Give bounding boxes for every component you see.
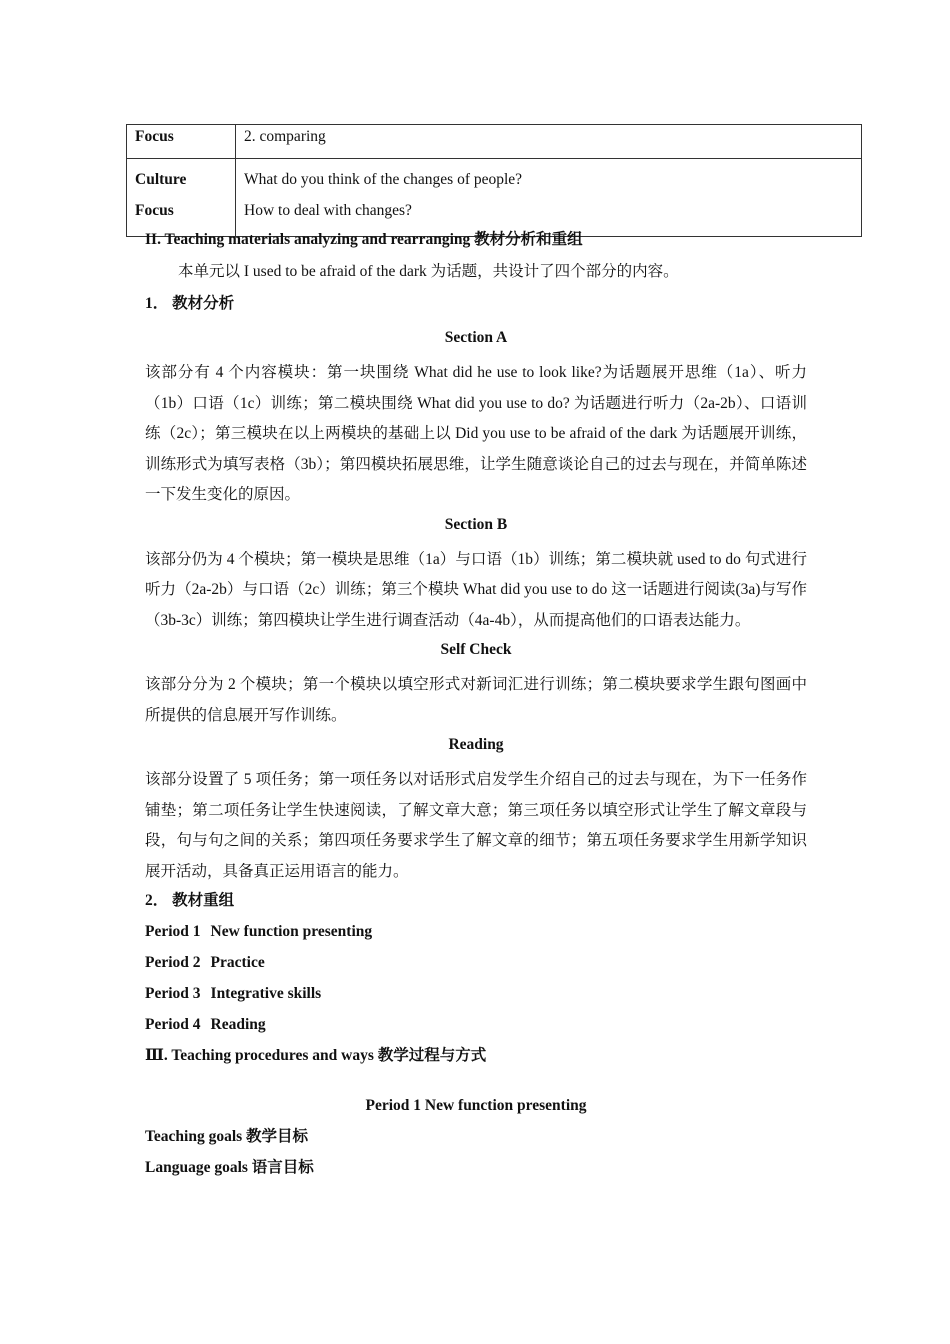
document-body: [145, 228, 807, 1187]
period-item: Period 1 New function presenting: [145, 923, 373, 940]
table-label-culture-focus: Culture Focus: [127, 159, 236, 237]
teaching-goals-heading: Teaching goals 教学目标: [145, 1128, 309, 1145]
language-goals-heading: Language goals 语言目标: [145, 1159, 314, 1176]
table-row: [127, 159, 862, 237]
self-check-text: 该部分分为 2 个模块；第一个模块以填空形式对新词汇进行训练；第二模块要求学生跟句图画中所提供的信息展开写作训练。: [145, 676, 807, 724]
section-a-title: Section A: [444, 329, 508, 346]
period-item: Period 2 Practice: [145, 954, 265, 971]
regroup-heading: 2． 教材重组: [145, 892, 235, 909]
reading-title: Reading: [448, 736, 504, 753]
analysis-heading: 1． 教材分析: [145, 295, 235, 312]
section-heading-procedures: Ⅲ. Teaching procedures and ways 教学过程与方式: [145, 1047, 487, 1064]
period-item: Period 3 Integrative skills: [145, 985, 322, 1002]
section-b-text: 该部分仍为 4 个模块；第一模块是思维（1a）与口语（1b）训练；第二模块就 used to do 句式进行听力（2a-2b）与口语（2c）训练；第三个模块 What did you use to do 这一话题进行阅读(3a)与写作（3b-3c）训练；第四模块让学生进行调查活动（4a-4b），从而提高他们的口语表达能力。: [145, 550, 807, 629]
table-value-focus: 2. comparing: [236, 125, 862, 159]
period-item: Period 4 Reading: [145, 1016, 266, 1033]
table-label-focus: Focus: [127, 125, 236, 159]
section-a-text: 该部分有 4 个内容模块：第一块围绕 What did he use to look like?为话题展开思维（1a）、听力（1b）口语（1c）训练；第二模块围绕 What did you use to do? 为话题进行听力（2a-2b）、口语训练（2c）；第三模块在以上两模块的基础上以 Did you use to be afraid of the dark 为话题展开训练，训练形式为填写表格（3b）；第四模块拓展思维，让学生随意谈论自己的过去与现在，并简单陈述一下发生变化的原因。: [145, 364, 807, 503]
self-check-title: Self Check: [440, 641, 512, 658]
reading-text: 该部分设置了 5 项任务；第一项任务以对话形式启发学生介绍自己的过去与现在，为下一任务作铺垫；第二项任务让学生快速阅读，了解文章大意；第三项任务以填空形式让学生了解文章段与段，句与句之间的关系；第四项任务要求学生了解文章的细节；第五项任务要求学生用新学知识展开活动，具备真正运用语言的能力。: [145, 771, 807, 880]
period-title: Period 1 New function presenting: [365, 1097, 587, 1114]
focus-table: [126, 124, 862, 237]
table-row: [127, 125, 862, 159]
section-heading-materials: II. Teaching materials analyzing and rearranging 教材分析和重组: [145, 231, 583, 248]
table-value-culture-focus: What do you think of the changes of people? How to deal with changes?: [236, 159, 862, 237]
section-b-title: Section B: [444, 515, 508, 533]
unit-intro: 本单元以 I used to be afraid of the dark 为话题，共设计了四个部分的内容。: [178, 263, 679, 280]
